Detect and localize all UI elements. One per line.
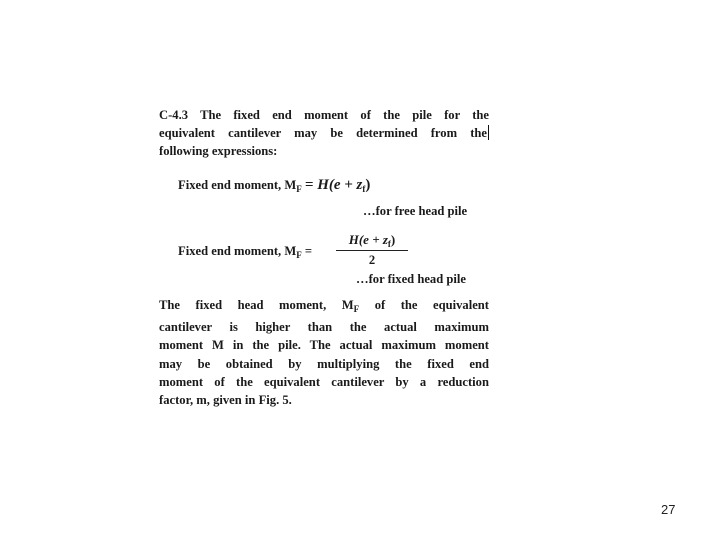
explanation-paragraph (159, 296, 489, 409)
fixed-head-fraction (336, 232, 408, 268)
equation-free-head (178, 177, 370, 194)
paragraph-line-6: factor, m, given in Fig. 5. (159, 393, 292, 408)
free-head-subscript: F (296, 184, 302, 194)
paragraph-line-1-text: The fixed head moment, M (159, 298, 354, 312)
paragraph-line-5: moment of the equivalent cantilever by a reduction (159, 374, 489, 389)
fraction-bar (336, 250, 408, 251)
fixed-head-note: …for fixed head pile (356, 272, 466, 286)
fixed-head-lhs (178, 244, 312, 260)
paragraph-line-1-sub: F (353, 304, 360, 314)
paragraph-line-2: cantilever is higher than the actual maximum (159, 320, 489, 335)
free-head-label: Fixed end moment, M (178, 178, 297, 192)
fixed-head-subscript: F (296, 250, 302, 260)
free-head-note: …for free head pile (363, 204, 468, 218)
page-number: 27 (661, 502, 676, 517)
paragraph-line-3: moment M in the pile. The actual maximum moment (159, 338, 489, 353)
numerator-sub: f (387, 239, 391, 249)
paragraph-line-4: may be obtained by multiplying the fixed end (159, 356, 489, 371)
free-head-expr: = H(e + z (304, 177, 363, 193)
fixed-head-label: Fixed end moment, M (178, 244, 297, 258)
paragraph-line-1-tail: of the equivalent (359, 298, 489, 312)
free-head-expr-sub: f (362, 184, 366, 194)
paragraph-line-1 (159, 296, 489, 318)
numerator-text: H(e + z (348, 232, 388, 247)
section-line-2 (159, 124, 489, 142)
numerator-close: ) (390, 232, 396, 247)
section-line-3: following expressions: (159, 144, 278, 159)
section-heading-block (159, 106, 489, 161)
equation-fixed-head (178, 232, 418, 270)
fixed-head-equals: = (301, 244, 313, 258)
section-line-2-text: equivalent cantilever may be determined from the (159, 126, 487, 141)
free-head-expression (305, 177, 371, 193)
free-head-close: ) (365, 177, 371, 193)
section-line-1: C-4.3 The fixed end moment of the pile for the (159, 108, 489, 122)
fraction-denominator: 2 (368, 253, 376, 267)
text-cursor (488, 125, 489, 140)
fraction-numerator (336, 232, 408, 249)
